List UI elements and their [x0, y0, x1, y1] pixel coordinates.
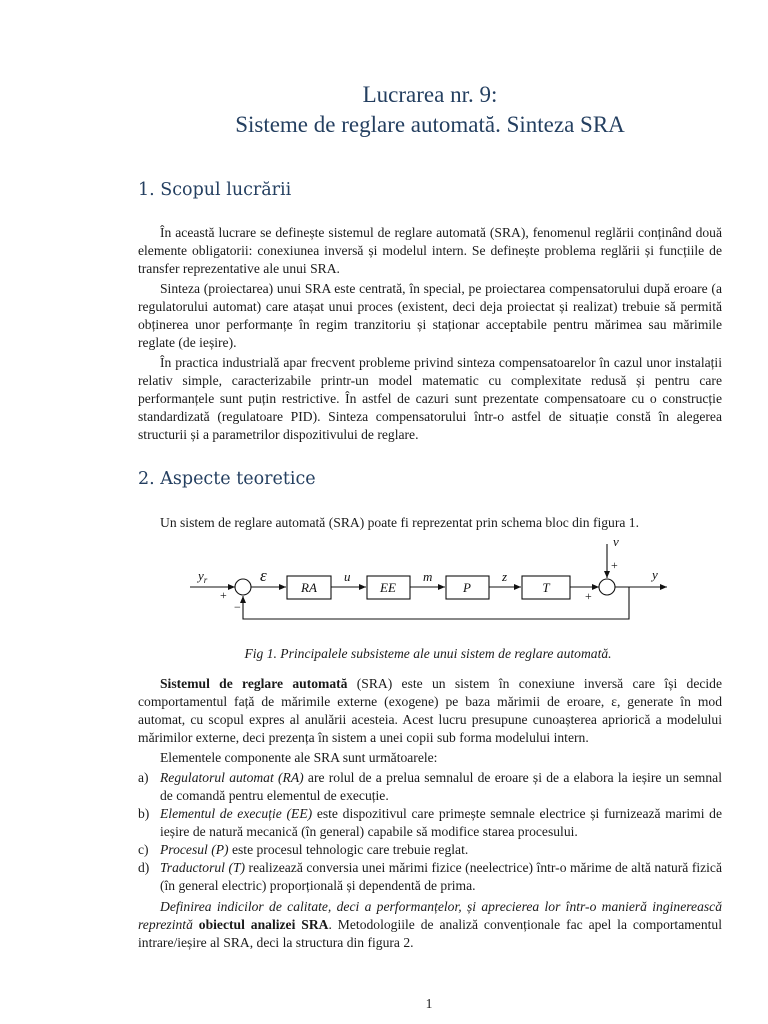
paragraph-intro: În această lucrare se definește sistemul de reglare automată (SRA), fenomenul reglării conținând două elemente obligatorii: conexiunea inversă și modelul intern. Se definește problema reglării și funcțiile de transfer reprezentative ale unui SRA.	[138, 225, 722, 276]
label-ee: EE	[380, 580, 396, 595]
list-item: a) Regulatorul automat (RA) are rolul de a prelua semnalul de eroare și de a elabora la ieșire un semnal de comandă pentru elementul de execuție.	[138, 770, 722, 803]
label-p: P	[463, 580, 471, 595]
title-line-2: Sisteme de reglare automată. Sinteza SRA	[235, 112, 625, 137]
list-item: b) Elementul de execuție (EE) este dispozitivul care primește semnale electrice și furnizează marimi de ieșire de natură mecanică (în general) capabile să modifice starea procesului.	[138, 806, 722, 839]
paragraph-practica: În practica industrială apar frecvent probleme privind sinteza compensatoarelor în cazul unor instalații relativ simple, caracterizabile printr-un model matematic cu complexitate redusă și pentru care performanțele sunt puțin restrictive. În astfel de cazuri sunt prezentate compensatoare cu o construcție standardizată (regulatoare PID). Sinteza compensatorului într-o astfel de situație constă în alegerea structurii și a parametrilor dispozitivului de reglare.	[138, 355, 722, 442]
label-t: T	[542, 580, 550, 595]
paragraph-definitie-sra: Sistemul de reglare automată (SRA) este un sistem în conexiune inversă care își decide comportamentul față de mărimile externe (exogene) pe baza mărimii de eroare, ε, generate în mod automat, cu scopul expres al anulării acesteia. Acest lucru presupune cunoașterea apriorică a modelului mărimilor externe, deci prezența în sistem a unei copii sub forma modelului intern.	[138, 676, 722, 745]
sign-minus-1: −	[234, 600, 241, 614]
signal-z: z	[502, 569, 508, 584]
page-number: 1	[425, 996, 433, 1011]
signal-epsilon: ε	[260, 566, 267, 585]
signal-y: y	[652, 567, 658, 582]
sign-plus-1: +	[220, 588, 227, 602]
signal-yr: $y_r$	[198, 568, 208, 585]
block-diagram	[180, 536, 680, 646]
paragraph-figure-intro: Un sistem de reglare automată (SRA) poate fi reprezentat prin schema bloc din figura 1.	[160, 515, 640, 530]
list-item: c) Procesul (P) este procesul tehnologic care trebuie reglat.	[138, 842, 469, 857]
figure-caption: Fig 1. Principalele subsisteme ale unui sistem de reglare automată.	[244, 646, 612, 661]
signal-m: m	[423, 569, 433, 584]
sign-plus-2: +	[611, 558, 618, 572]
list-item: d) Traductorul (T) realizează conversia unei mărimi fizice (neelectrice) într-o mărime de altă natură fizică (în general electric) proporțională și dependentă de prima.	[138, 860, 722, 893]
paragraph-sinteza: Sinteza (proiectarea) unui SRA este centrată, în special, pe proiectarea compensatorului după eroare (a regulatorului automat) care atașat unui proces (existent, deci deja proiectat și realizat) trebuie să permită obținerea unor performanțe în regim tranzitoriu și staționar acceptabile pentru mărimea sau mărimile reglate (de ieșire).	[138, 281, 722, 350]
title-line-1: Lucrarea nr. 9:	[362, 82, 498, 107]
paragraph-elemente: Elementele componente ale SRA sunt următoarele:	[160, 750, 438, 765]
label-ra: RA	[301, 580, 317, 595]
paragraph-indici-calitate: Definirea indicilor de calitate, deci a performanțelor, și aprecierea lor într-o manieră inginerească reprezintă obiectul analizei SRA. Metodologiile de analiză convenționale fac apel la comportamentul intrare/ieșire al SRA, deci la structura din figura 2.	[138, 899, 722, 950]
summing-junction-1	[235, 579, 251, 595]
signal-u: u	[344, 569, 351, 584]
section-heading-scopul: 1. Scopul lucrării	[138, 180, 292, 200]
components-list	[138, 769, 722, 895]
section-heading-aspecte: 2. Aspecte teoretice	[138, 469, 316, 489]
signal-v: v	[613, 536, 619, 549]
summing-junction-2	[599, 579, 615, 595]
sign-plus-3: +	[585, 589, 592, 603]
